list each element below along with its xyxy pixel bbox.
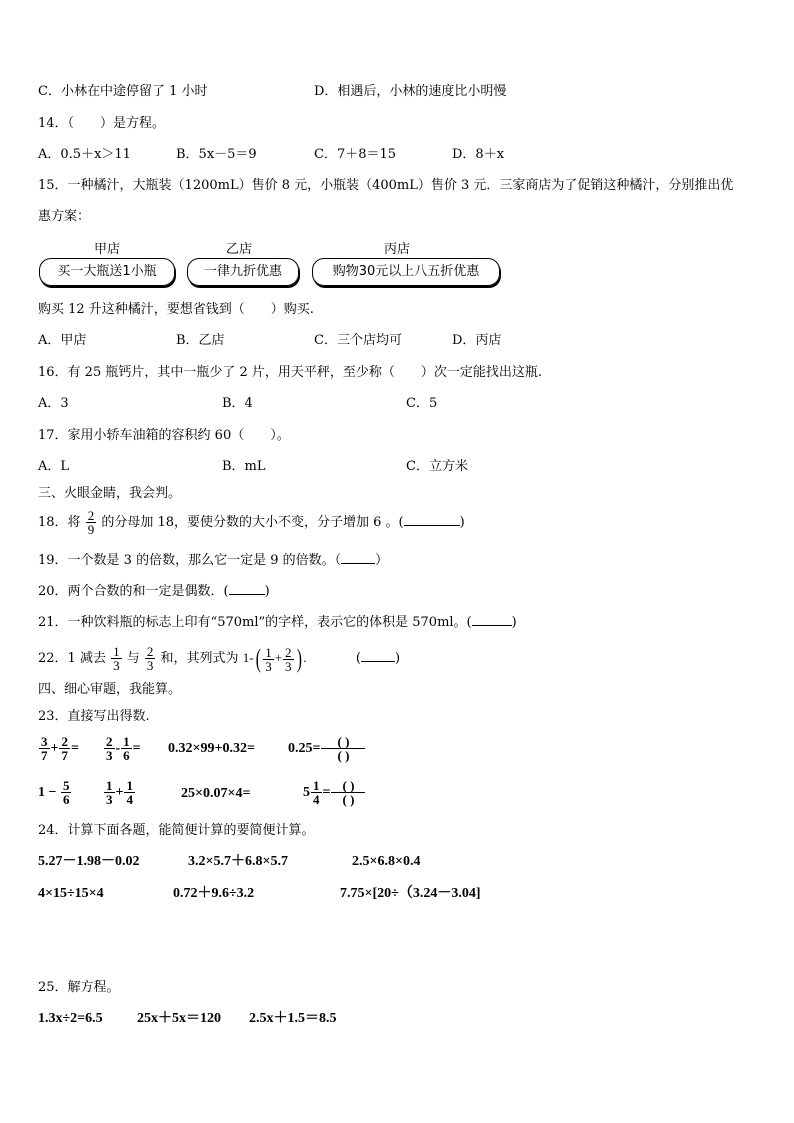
q23-6-d1: 3 [106,792,113,808]
q20-answer-blank[interactable] [229,594,265,595]
q17-option-c: C．立方米 [406,459,468,474]
q15-stem-line1: 15．一种橘汁，大瓶装（1200mL）售价 8 元，小瓶装（400mL）售价 3 元．三家商店为了促销这种橘汁，分别推出优 [38,178,734,193]
q23-2-d2: 6 [123,748,130,764]
q23-5-den: 6 [62,792,70,808]
q24-item-1: 5.27－1.98－0.02 [38,854,140,869]
q23-1-n1: 3 [41,734,48,750]
q18-line [38,508,465,538]
q22-expression [242,644,310,674]
q22-close: ) [394,651,401,666]
q15-option-d: D．丙店 [452,333,502,348]
q17-option-a: A．L [38,459,70,474]
shop-name-jia: 甲店 [93,242,120,257]
q22-expr-lead: 1- [242,650,254,665]
q14-option-d: D．8＋x [452,147,505,162]
q22-expr-f1 [263,646,274,673]
q22-open: ( [355,651,361,666]
q24-item-3: 2.5×6.8×0.4 [352,854,421,869]
q23-6-n2: 1 [126,778,133,794]
q23-2-n1: 2 [106,734,113,750]
q22-expr-f2-denominator: 3 [285,658,292,674]
shop-name-bing: 丙店 [383,242,410,257]
q16-option-b: B．4 [222,396,253,411]
q23-2-d1: 3 [106,748,113,764]
q23-6-op: + [115,785,124,800]
q15-option-a: A．甲店 [38,333,87,348]
q13-option-d: D．相遇后，小林的速度比小明慢 [314,84,507,99]
q14-option-b: B．5x－5＝9 [176,147,257,162]
q16-option-c: C．5 [406,396,438,411]
q22-line [38,643,400,674]
q14-option-a: A．0.5＋x＞11 [38,147,131,162]
q22-expr-f2-numerator: 2 [285,644,292,660]
q22-expr-f1-numerator: 1 [265,644,272,660]
q22-fraction-1 [111,645,122,672]
q24-stem: 24．计算下面各题，能简便计算的要简便计算。 [38,823,315,838]
q23-8-result-num: ( ) [331,779,365,793]
q24-item-5: 0.72＋9.6÷3.2 [173,886,255,901]
section-4-heading: 四、细心审题，我能算。 [38,682,182,697]
q23-1-n2: 2 [61,734,68,750]
q25-item-3: 2.5x＋1.5＝8.5 [249,1011,337,1026]
q23-item-6 [103,778,136,808]
q23-8-den: 4 [313,792,320,808]
q23-8-result-den: ( ) [342,792,355,808]
q23-5-pre: 1 − [38,785,57,800]
q15-question: 购买 12 升这种橘汁，要想省钱到（ ）购买. [38,302,314,317]
q15-option-c: C．三个店均可 [314,333,402,348]
q21-answer-blank[interactable] [472,625,512,626]
q23-1-eq: = [70,741,79,756]
q23-4-num: ( ) [321,735,365,749]
q20-close: ) [264,584,270,599]
q18-pre: 18．将 [38,515,81,530]
q18-fraction-denominator: 9 [87,522,95,537]
q22-pre: 22．1 减去 [38,651,106,666]
q22-mid: 与 [126,651,140,666]
q14-option-c: C．7＋8＝15 [314,147,397,162]
q25-stem: 25．解方程。 [38,980,120,995]
q22-post: 和，其列式为 [160,651,239,666]
q21-close: ) [511,615,517,630]
q19-text: 19．一个数是 3 的倍数，那么它一定是 9 的倍数。（ [38,553,342,568]
q24-item-6: 7.75×[20÷（3.24－3.04] [340,886,481,901]
q23-item-1 [38,734,79,764]
q13-option-c: C．小林在中途停留了 1 小时 [38,84,208,99]
q21-line [38,615,517,631]
q18-answer-blank[interactable] [404,525,460,526]
q22-f1-numerator: 1 [113,644,120,659]
shop-name-yi: 乙店 [225,242,252,257]
shop-offer-yi: 一律九折优惠 [187,258,299,286]
q25-item-1: 1.3x÷2=6.5 [38,1011,103,1026]
q18-fraction-numerator: 2 [87,508,95,523]
q22-expr-f2 [283,646,294,673]
q23-item-7: 25×0.07×4= [181,786,251,801]
q24-item-4: 4×15÷15×4 [38,886,104,901]
q22-expr-f1-denominator: 3 [265,658,272,674]
q23-5-num: 5 [62,778,70,794]
q23-2-eq: = [132,741,141,756]
q17-stem: 17．家用小轿车油箱的容积约 60（ ）。 [38,428,290,443]
q23-item-8 [303,778,366,808]
q22-paren-open: ( [255,644,261,674]
q23-item-2 [103,734,141,764]
q22-expr-dot: . [303,650,307,665]
q14-stem: 14．（ ）是方程。 [38,116,166,131]
q23-1-op: + [50,741,59,756]
q17-option-b: B．mL [222,459,266,474]
q23-1-d2: 7 [61,748,68,764]
q19-line [38,553,388,569]
q15-option-b: B．乙店 [176,333,225,348]
q23-4-pre: 0.25= [288,741,321,756]
q23-2-n2: 1 [123,734,130,750]
q23-8-eq: = [322,785,331,800]
q25-item-2: 25x＋5x＝120 [137,1011,221,1026]
q20-line [38,584,270,600]
section-3-heading: 三、火眼金睛，我会判。 [38,486,182,501]
q18-close: ) [459,515,465,530]
q23-4-den: ( ) [337,748,350,764]
q18-fraction [86,509,97,536]
q16-stem: 16．有 25 瓶钙片，其中一瓶少了 2 片，用天平秤，至少称（ ）次一定能找出这瓶. [38,365,543,380]
q23-8-num: 1 [313,778,320,794]
q15-stem-line2: 惠方案： [38,209,91,224]
q23-item-5 [38,778,72,808]
q22-f1-denominator: 3 [113,658,120,673]
q23-stem: 23．直接写出得数. [38,709,150,724]
q21-text: 21．一种饮料瓶的标志上印有“570ml”的字样，表示它的体积是 570ml。( [38,615,472,630]
q19-close: ） [375,553,389,568]
q23-2-op: - [115,741,121,756]
q19-answer-blank[interactable] [341,563,375,564]
q16-option-a: A．3 [38,396,69,411]
q22-f2-denominator: 3 [146,658,154,673]
shop-offer-bing: 购物30元以上八五折优惠 [312,258,500,286]
q23-6-n1: 1 [106,778,113,794]
q23-item-3: 0.32×99+0.32= [168,741,255,756]
q24-item-2: 3.2×5.7＋6.8×5.7 [188,854,288,869]
q23-1-d1: 7 [41,748,48,764]
q22-expr-plus: + [274,650,283,665]
q23-8-whole: 5 [303,785,310,800]
q22-fraction-2 [145,645,156,672]
q18-post: 的分母加 18，要使分数的大小不变，分子增加 6 。( [101,515,404,530]
q23-item-4 [288,734,366,764]
q23-6-d2: 4 [126,792,133,808]
q20-text: 20．两个合数的和一定是偶数．( [38,584,229,599]
q22-f2-numerator: 2 [146,644,154,659]
shop-offer-jia: 买一大瓶送1小瓶 [39,258,175,286]
q22-paren-close: ) [296,644,302,674]
q22-answer-blank[interactable] [361,661,395,662]
